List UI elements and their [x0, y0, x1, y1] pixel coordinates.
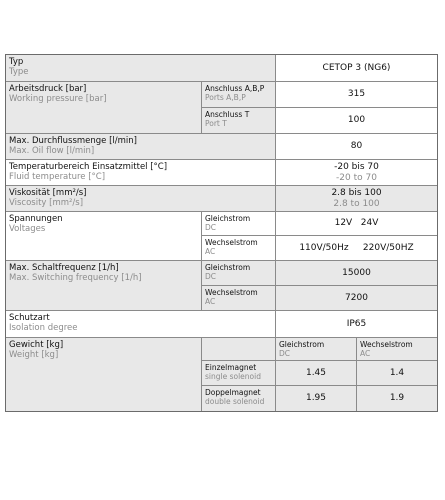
- temp-value-cell: [276, 160, 437, 186]
- visc-value: 2.8 bis 100: [331, 188, 382, 198]
- temp-label: Temperaturbereich Einsatzmittel [°C]: [9, 162, 168, 172]
- port-abp-cell: [202, 82, 276, 108]
- weight-single-cell: [202, 361, 276, 386]
- voltage-label-cell: [6, 212, 202, 261]
- weight-ac-header-cell: [357, 338, 437, 361]
- temp-value: -20 bis 70: [334, 162, 379, 172]
- weight-double-label: Doppelmagnet: [205, 388, 261, 397]
- protection-value-cell: [276, 311, 437, 338]
- weight-dc-header-en: DC: [279, 349, 291, 358]
- port-t-value: 100: [347, 115, 366, 125]
- port-abp-value: 315: [347, 89, 366, 99]
- spec-table: [5, 54, 438, 412]
- visc-label-en: Viscosity [mm²/s]: [9, 198, 84, 208]
- voltage-dc-label: Gleichstrom: [205, 214, 251, 223]
- flow-value-cell: [276, 134, 437, 160]
- port-t-cell: [202, 108, 276, 134]
- voltage-ac-label: Wechselstrom: [205, 238, 258, 247]
- weight-single-ac-value: 1.4: [389, 368, 405, 378]
- voltage-dc-value: 12V 24V: [334, 218, 379, 228]
- weight-label-cell: [6, 338, 202, 411]
- weight-double-dc-value: 1.95: [305, 393, 327, 403]
- weight-header-spacer: [202, 338, 276, 361]
- switching-dc-value: 15000: [342, 268, 371, 278]
- protection-label-cell: [6, 311, 276, 338]
- weight-single-dc-cell: [276, 361, 357, 386]
- switching-dc-cell: [202, 261, 276, 286]
- port-t-label: Anschluss T: [205, 110, 250, 119]
- switching-ac-value: 7200: [345, 293, 368, 303]
- port-abp-value-cell: [276, 82, 437, 108]
- weight-label: Gewicht [kg]: [9, 340, 64, 350]
- switching-dc-value-cell: [276, 261, 437, 286]
- switching-dc-label: Gleichstrom: [205, 263, 251, 272]
- weight-single-ac-cell: [357, 361, 437, 386]
- weight-double-dc-cell: [276, 386, 357, 411]
- type-label-en: Type: [9, 67, 29, 77]
- type-label: Typ: [9, 57, 24, 67]
- type-label-cell: [6, 55, 276, 82]
- switching-dc-label-en: DC: [205, 272, 217, 281]
- weight-single-dc-value: 1.45: [305, 368, 327, 378]
- weight-ac-header-en: AC: [360, 349, 371, 358]
- protection-label: Schutzart: [9, 313, 50, 323]
- port-abp-label: Anschluss A,B,P: [205, 84, 265, 93]
- weight-single-label-en: single solenoid: [205, 372, 261, 381]
- protection-label-en: Isolation degree: [9, 323, 78, 333]
- switching-label-en: Max. Switching frequency [1/h]: [9, 273, 142, 283]
- weight-double-cell: [202, 386, 276, 411]
- flow-label-cell: [6, 134, 276, 160]
- type-value: CETOP 3 (NG6): [322, 63, 391, 73]
- visc-value-cell: [276, 186, 437, 212]
- temp-label-cell: [6, 160, 276, 186]
- switching-label-cell: [6, 261, 202, 311]
- weight-dc-header: Gleichstrom: [279, 340, 325, 349]
- flow-value: 80: [350, 141, 363, 151]
- port-t-label-en: Port T: [205, 119, 227, 128]
- voltage-dc-label-en: DC: [205, 223, 217, 232]
- weight-dc-header-cell: [276, 338, 357, 361]
- weight-double-ac-value: 1.9: [389, 393, 405, 403]
- voltage-dc-cell: [202, 212, 276, 236]
- weight-double-ac-cell: [357, 386, 437, 411]
- pressure-label: Arbeitsdruck [bar]: [9, 84, 87, 94]
- voltage-ac-value-cell: [276, 236, 437, 261]
- visc-label: Viskosität [mm²/s]: [9, 188, 87, 198]
- switching-ac-cell: [202, 286, 276, 311]
- switching-label: Max. Schaltfrequenz [1/h]: [9, 263, 119, 273]
- temp-label-en: Fluid temperature [°C]: [9, 172, 106, 182]
- port-abp-label-en: Ports A,B,P: [205, 93, 246, 102]
- voltage-ac-cell: [202, 236, 276, 261]
- pressure-label-en: Working pressure [bar]: [9, 94, 107, 104]
- switching-ac-value-cell: [276, 286, 437, 311]
- switching-ac-label-en: AC: [205, 297, 216, 306]
- weight-ac-header: Wechselstrom: [360, 340, 413, 349]
- weight-label-en: Weight [kg]: [9, 350, 59, 360]
- voltage-label-en: Voltages: [9, 224, 46, 234]
- voltage-ac-label-en: AC: [205, 247, 216, 256]
- port-t-value-cell: [276, 108, 437, 134]
- switching-ac-label: Wechselstrom: [205, 288, 258, 297]
- voltage-label: Spannungen: [9, 214, 63, 224]
- temp-value-en: -20 to 70: [336, 173, 377, 183]
- voltage-ac-value: 110V/50Hz 220V/50HZ: [299, 243, 414, 253]
- pressure-label-cell: [6, 82, 202, 134]
- voltage-dc-value-cell: [276, 212, 437, 236]
- weight-double-label-en: double solenoid: [205, 397, 265, 406]
- visc-value-en: 2.8 to 100: [333, 199, 380, 209]
- weight-single-label: Einzelmagnet: [205, 363, 257, 372]
- flow-label-en: Max. Oil flow [l/min]: [9, 146, 95, 156]
- visc-label-cell: [6, 186, 276, 212]
- flow-label: Max. Durchflussmenge [l/min]: [9, 136, 137, 146]
- type-value-cell: [276, 55, 437, 82]
- protection-value: IP65: [346, 319, 367, 329]
